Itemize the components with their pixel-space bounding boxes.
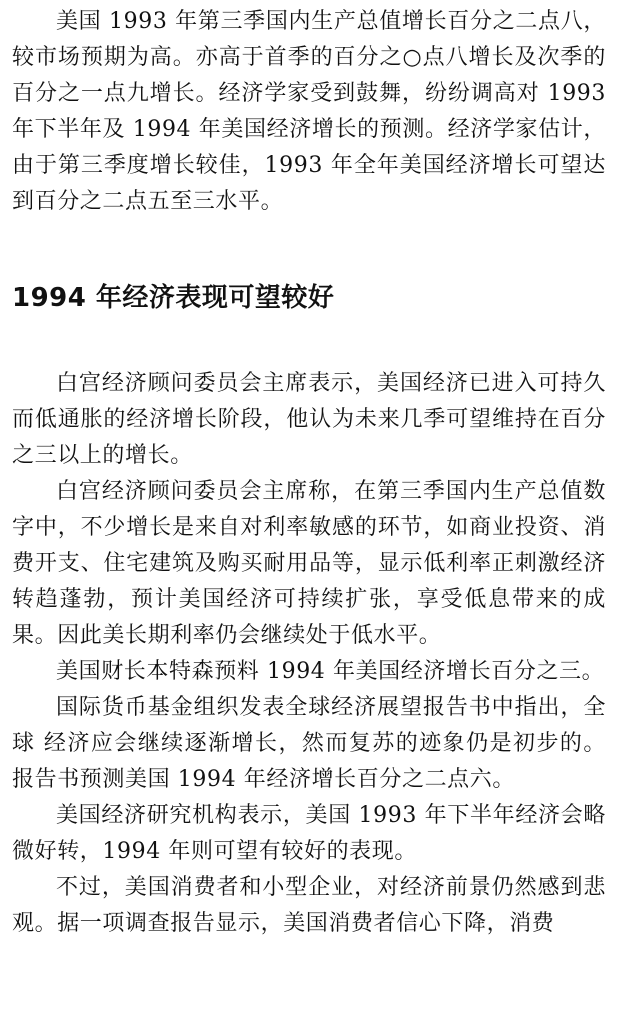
paragraph-6: 不过，美国消费者和小型企业，对经济前景仍然感到悲观。据一项调查报告显示，美国消费者信心下降，消费 (12, 875, 606, 936)
body-section (12, 366, 606, 942)
intro-section (12, 4, 606, 220)
paragraph-1: 白宫经济顾问委员会主席表示，美国经济已进入可持久而低通胀的经济增长阶段，他认为未来几季可望维持在百分之三以上的增长。 (12, 371, 606, 468)
paragraph-intro: 美国 1993 年第三季国内生产总值增长百分之二点八，较市场预期为高。亦高于首季的百分之○点八增长及次季的百分之一点九增长。经济学家受到鼓舞，纷纷调高对 1993 年下半年及 1994 年美国经济增长的预测。经济学家估计，由于第三季度增长较佳，1993 年全年美国经济增长可望达到百分之二点五至三水平。 (12, 9, 606, 214)
paragraph-4: 国际货币基金组织发表全球经济展望报告书中指出，全球 经济应会继续逐渐增长，然而复苏的迹象仍是初步的。报告书预测美国 1994 年经济增长百分之二点六。 (12, 695, 606, 792)
paragraph-5: 美国经济研究机构表示，美国 1993 年下半年经济会略微好转，1994 年则可望有较好的表现。 (12, 803, 606, 864)
paragraph-2: 白宫经济顾问委员会主席称，在第三季国内生产总值数字中，不少增长是来自对利率敏感的环节，如商业投资、消费开支、住宅建筑及购买耐用品等，显示低利率正刺激经济转趋蓬勃，预计美国经济可持续扩张，享受低息带来的成果。因此美长期利率仍会继续处于低水平。 (12, 479, 606, 648)
paragraph-3: 美国财长本特森预料 1994 年美国经济增长百分之三。 (56, 659, 605, 684)
section-heading: 1994 年经济表现可望较好 (12, 283, 335, 313)
